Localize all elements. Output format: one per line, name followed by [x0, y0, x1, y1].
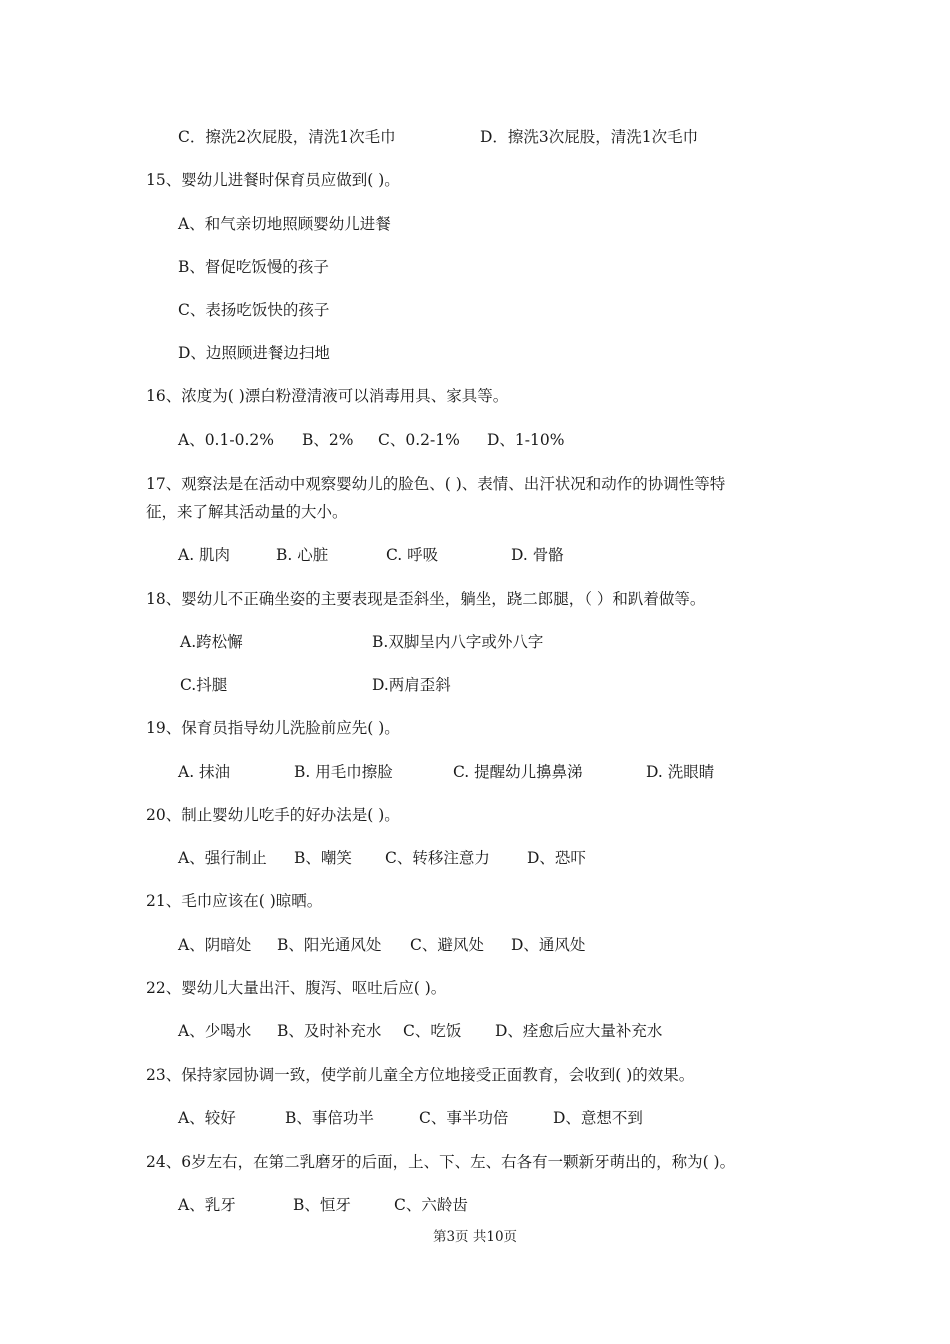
q24-option-c: C、六龄齿: [394, 1196, 468, 1214]
question-18: 18、婴幼儿不正确坐姿的主要表现是歪斜坐，躺坐，跷二郎腿，（ ）和趴着做等。: [146, 590, 706, 608]
q16-option-c: C、0.2-1%: [378, 431, 460, 449]
q22-option-a: A、少喝水: [178, 1022, 252, 1040]
q15-option-a: A、和气亲切地照顾婴幼儿进餐: [178, 215, 391, 233]
q19-option-d: D. 洗眼睛: [646, 763, 715, 781]
question-17-line-2: 征，来了解其活动量的大小。: [146, 503, 348, 521]
question-23: 23、保持家园协调一致，使学前儿童全方位地接受正面教育，会收到( )的效果。: [146, 1066, 695, 1084]
q21-option-c: C、避风处: [410, 936, 484, 954]
question-20: 20、制止婴幼儿吃手的好办法是( )。: [146, 806, 400, 824]
q18-option-d: D.两肩歪斜: [372, 676, 451, 694]
question-15: 15、婴幼儿进餐时保育员应做到( )。: [146, 171, 400, 189]
q22-option-c: C、吃饭: [403, 1022, 462, 1040]
question-21: 21、毛巾应该在( )晾晒。: [146, 892, 323, 910]
q21-option-b: B、阳光通风处: [277, 936, 382, 954]
option-c-prev: C．擦洗2次屁股，清洗1次毛巾: [178, 128, 396, 146]
question-16: 16、浓度为( )漂白粉澄清液可以消毒用具、家具等。: [146, 387, 509, 405]
question-17-line-1: 17、观察法是在活动中观察婴幼儿的脸色、( )、表情、出汗状况和动作的协调性等特: [146, 475, 726, 493]
q22-option-b: B、及时补充水: [277, 1022, 382, 1040]
q24-option-b: B、恒牙: [293, 1196, 351, 1214]
q21-option-d: D、通风处: [511, 936, 586, 954]
q23-option-d: D、意想不到: [553, 1109, 643, 1127]
q21-option-a: A、阴暗处: [178, 936, 252, 954]
q20-option-a: A、强行制止: [178, 849, 267, 867]
q18-option-b: B.双脚呈内八字或外八字: [372, 633, 544, 651]
q15-option-d: D、边照顾进餐边扫地: [178, 344, 330, 362]
option-d-prev: D．擦洗3次屁股，清洗1次毛巾: [480, 128, 699, 146]
q19-option-c: C. 提醒幼儿擤鼻涕: [453, 763, 583, 781]
q18-option-c: C.抖腿: [180, 676, 228, 694]
q19-option-a: A. 抹油: [178, 763, 231, 781]
q16-option-d: D、1-10%: [487, 431, 565, 449]
page-footer: 第3页 共10页: [432, 1229, 518, 1245]
q19-option-b: B. 用毛巾擦脸: [294, 763, 393, 781]
q15-option-c: C、表扬吃饭快的孩子: [178, 301, 330, 319]
q22-option-d: D、痊愈后应大量补充水: [495, 1022, 663, 1040]
q18-option-a: A.跨松懈: [180, 633, 243, 651]
q23-option-b: B、事倍功半: [285, 1109, 374, 1127]
q23-option-c: C、事半功倍: [419, 1109, 509, 1127]
q15-option-b: B、督促吃饭慢的孩子: [178, 258, 329, 276]
q17-option-d: D. 骨骼: [511, 546, 564, 564]
question-24: 24、6岁左右，在第二乳磨牙的后面，上、下、左、右各有一颗新牙萌出的，称为( )。: [146, 1153, 736, 1171]
q23-option-a: A、较好: [178, 1109, 236, 1127]
q16-option-b: B、2%: [302, 431, 354, 449]
q20-option-b: B、嘲笑: [294, 849, 352, 867]
question-22: 22、婴幼儿大量出汗、腹泻、呕吐后应( )。: [146, 979, 447, 997]
q17-option-b: B. 心脏: [276, 546, 329, 564]
q20-option-d: D、恐吓: [527, 849, 586, 867]
q17-option-c: C. 呼吸: [386, 546, 439, 564]
q16-option-a: A、0.1-0.2%: [178, 431, 274, 449]
q20-option-c: C、转移注意力: [385, 849, 490, 867]
q24-option-a: A、乳牙: [178, 1196, 236, 1214]
q17-option-a: A. 肌肉: [178, 546, 231, 564]
question-19: 19、保育员指导幼儿洗脸前应先( )。: [146, 719, 400, 737]
